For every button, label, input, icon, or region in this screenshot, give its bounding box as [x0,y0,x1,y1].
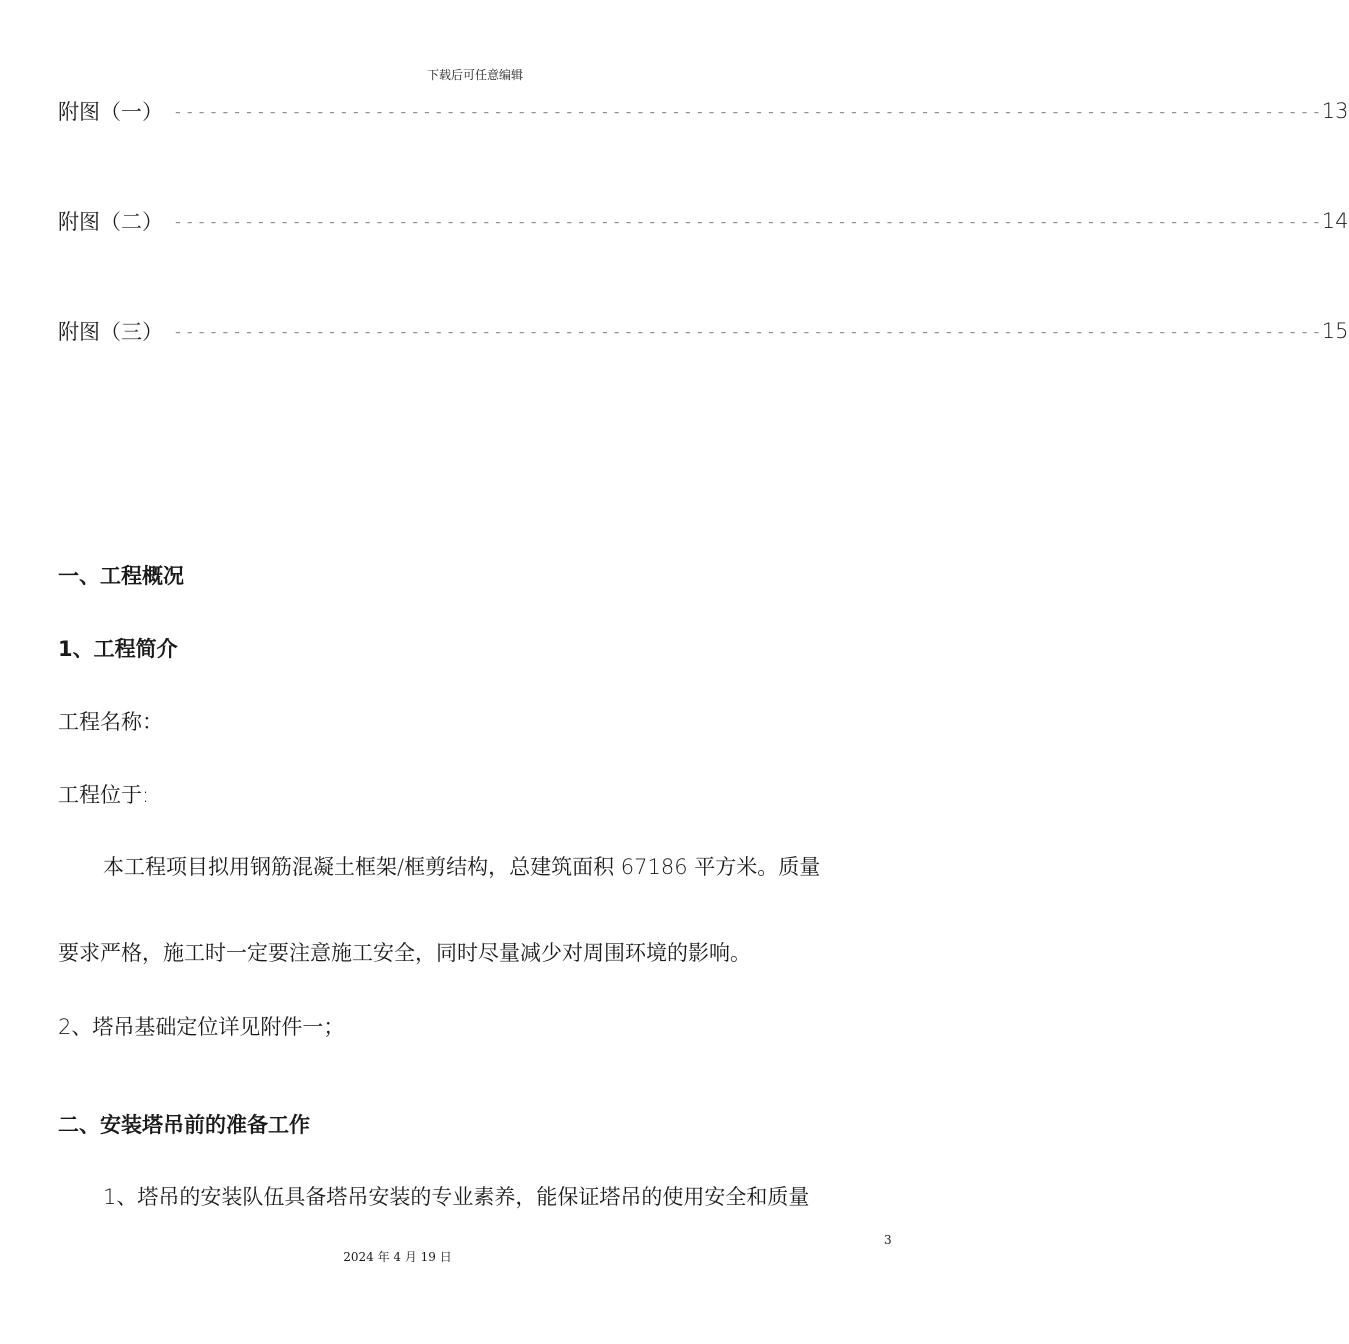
section-2-item-1: 1、塔吊的安装队伍具备塔吊安装的专业素养，能保证塔吊的使用安全和质量 [103,1185,810,1209]
page-header: 下载后可任意编辑 [426,68,523,82]
project-description-line-2: 要求严格，施工时一定要注意施工安全，同时尽量减少对周围环境的影响。 [58,941,751,965]
project-description-line-1: 本工程项目拟用钢筋混凝土框架/框剪结构，总建筑面积 67186 平方米。质量 [103,855,821,879]
section-2-title: 二、安装塔吊前的准备工作 [58,1113,310,1137]
project-name-label: 工程名称： [58,710,163,734]
toc-page-number: 13 [1321,99,1349,123]
toc-entry-appendix-1[interactable] [58,96,1349,126]
toc-leader: - - - - - - - - - - - - - - - - - - - - - - - - - - - - - - - - - - - - - - - - - - - - - - - - - - - - - - - - - - - - - - - - - - - - - - - - - - - - - - - - - - - - - - - - - - - - - - - - - [175,321,1320,341]
toc-entry-appendix-2[interactable] [58,206,1349,236]
toc-label: 附图（二） [58,210,163,234]
toc-page-number: 14 [1321,209,1349,233]
toc-page-number: 15 [1321,319,1349,343]
project-location-label: 工程位于: [58,783,150,807]
section-1-title: 一、工程概况 [58,564,184,588]
toc-leader: - - - - - - - - - - - - - - - - - - - - - - - - - - - - - - - - - - - - - - - - - - - - - - - - - - - - - - - - - - - - - - - - - - - - - - - - - - - - - - - - - - - - - - - - - - - - - - - - - [175,211,1320,231]
page-number: 3 [884,1233,892,1247]
toc-label: 附图（三） [58,320,163,344]
footer-date: 2024 年 4 月 19 日 [343,1250,452,1264]
subsection-1-title: 1、工程简介 [58,637,178,661]
toc-entry-appendix-3[interactable] [58,316,1349,346]
toc-label: 附图（一） [58,100,163,124]
toc-leader: - - - - - - - - - - - - - - - - - - - - - - - - - - - - - - - - - - - - - - - - - - - - - - - - - - - - - - - - - - - - - - - - - - - - - - - - - - - - - - - - - - - - - - - - - - - - - - - - - [175,101,1320,121]
subsection-2-text: 2、塔吊基础定位详见附件一； [58,1015,345,1039]
